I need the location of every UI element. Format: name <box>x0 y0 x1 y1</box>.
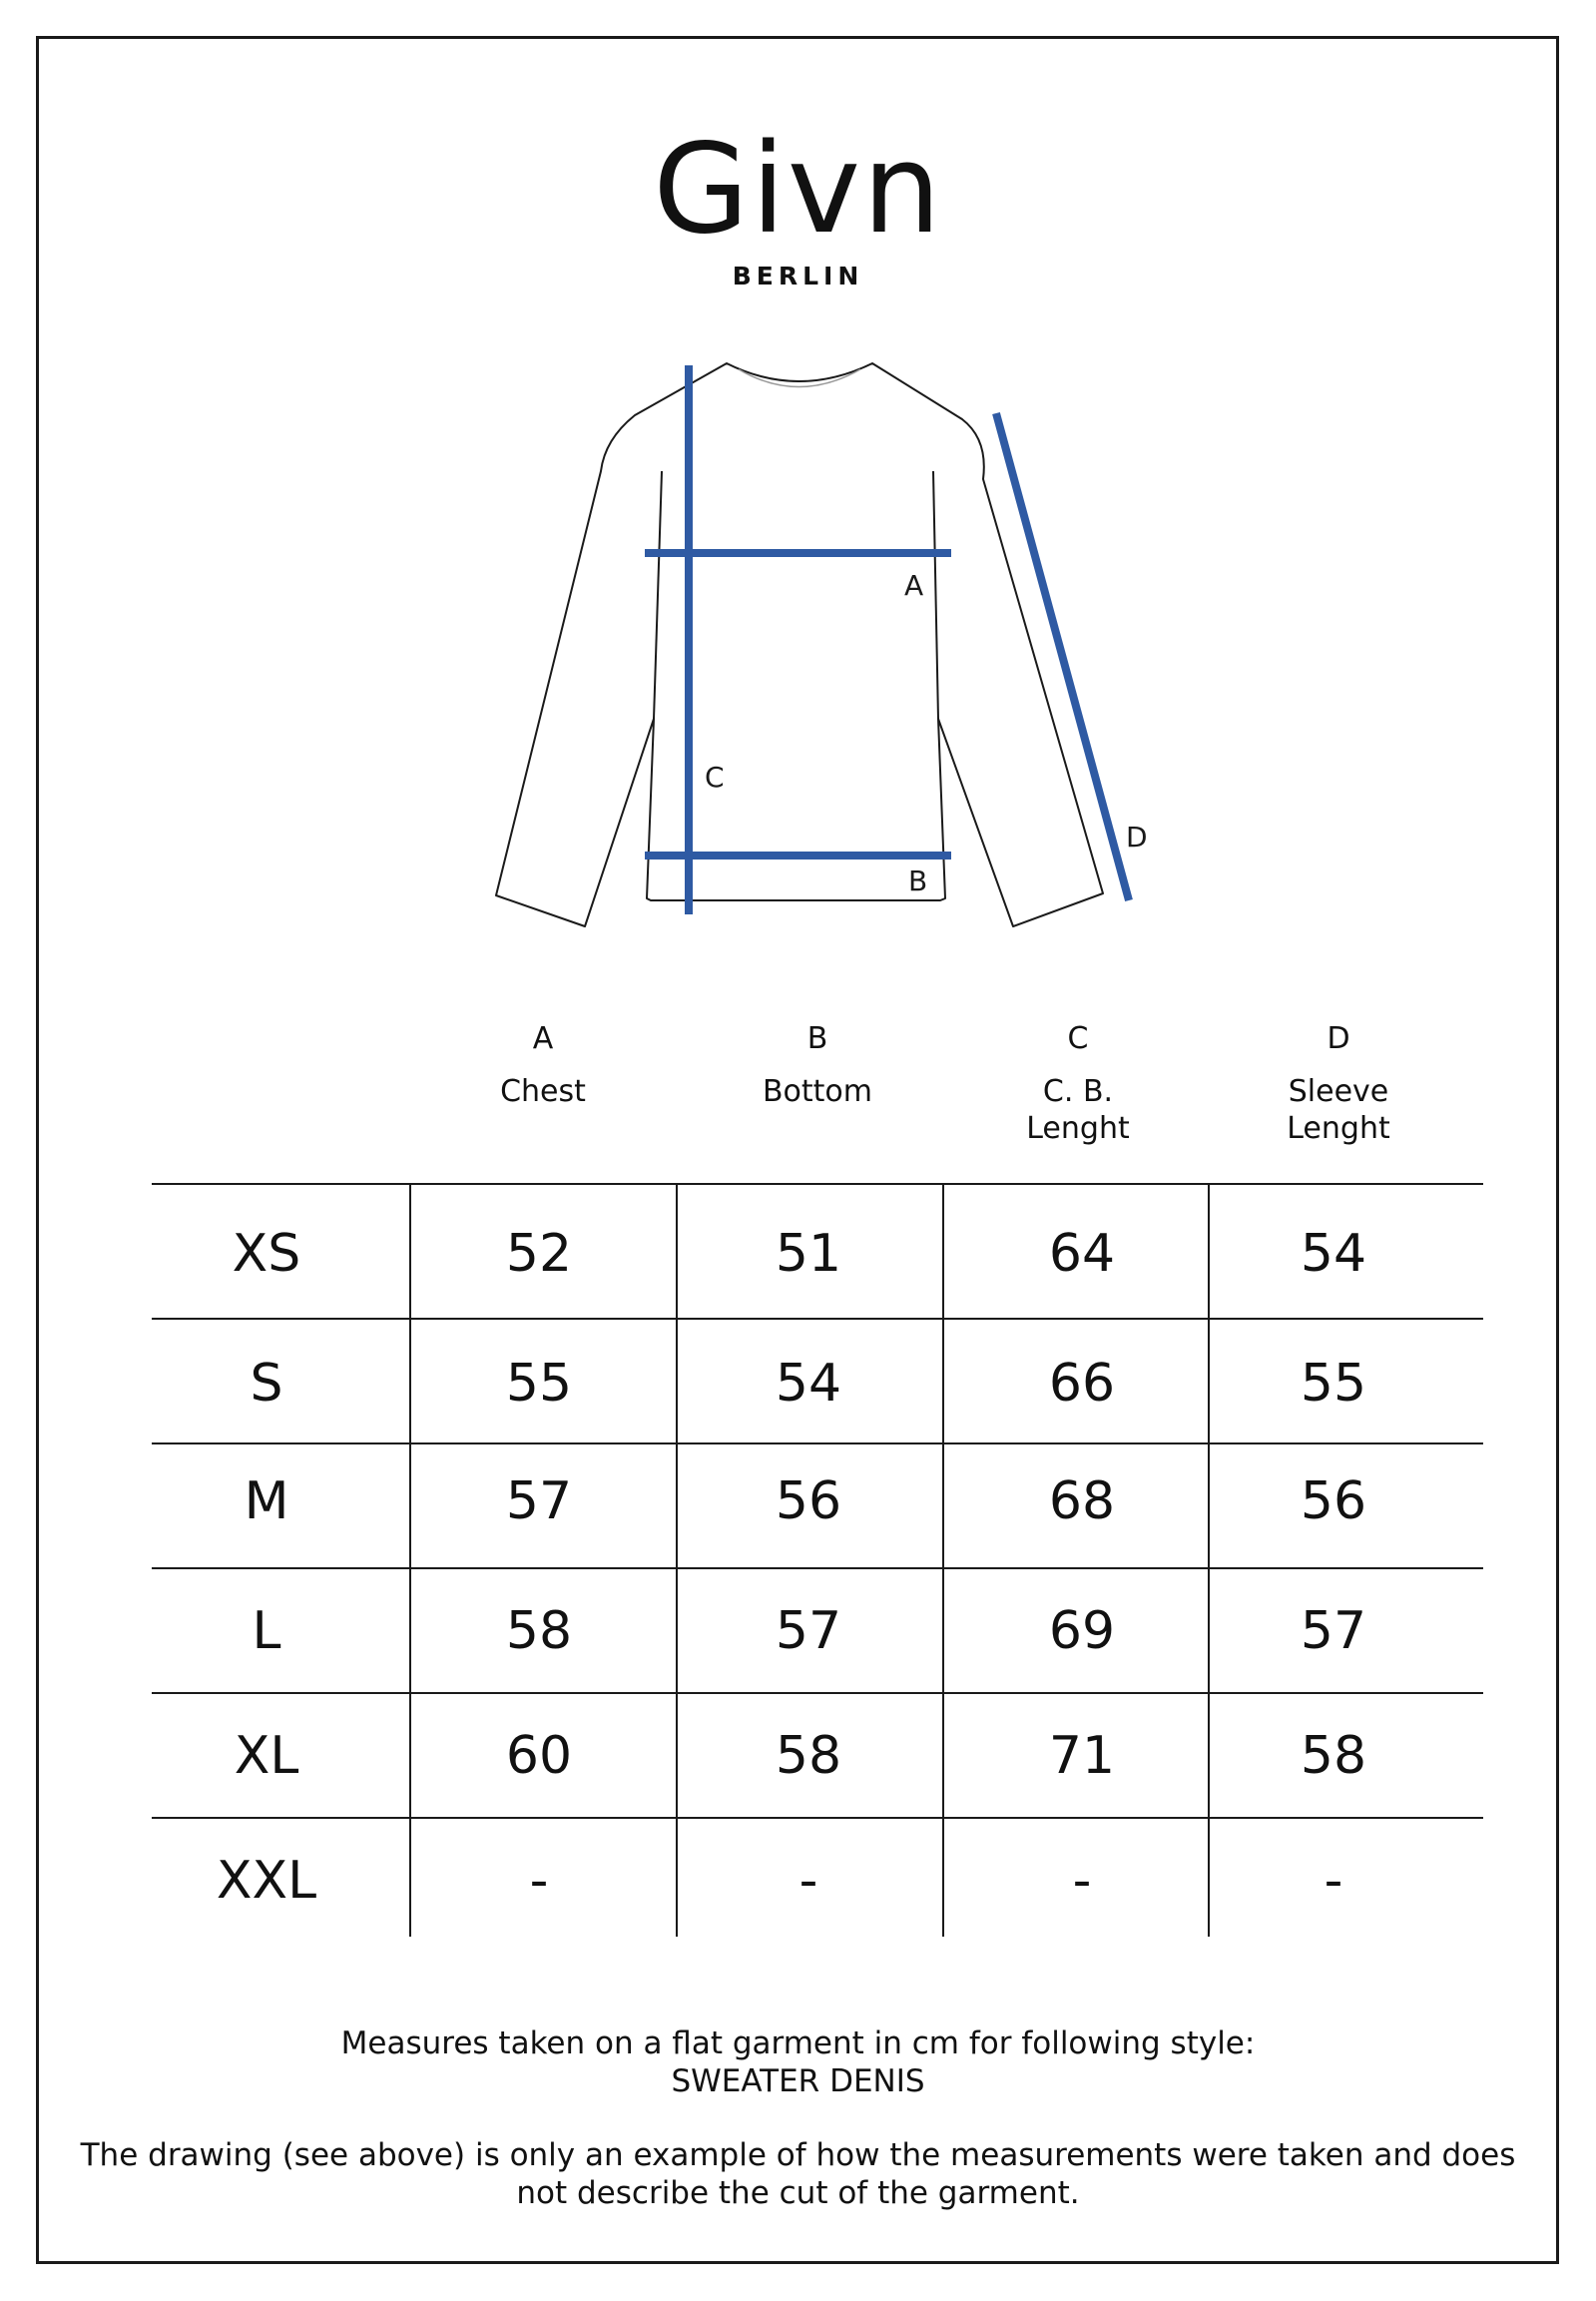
table-rule <box>152 1318 1483 1320</box>
table-cell: 56 <box>775 1471 842 1531</box>
label-a: A <box>904 569 924 602</box>
table-cell: 58 <box>775 1726 842 1786</box>
table-cell: 64 <box>1048 1224 1116 1284</box>
label-c: C <box>705 761 725 794</box>
table-cell: 57 <box>1300 1601 1367 1661</box>
column-letter: D <box>1327 1021 1350 1056</box>
size-label: L <box>252 1601 281 1661</box>
table-cell: 55 <box>1300 1354 1367 1414</box>
size-label: XXL <box>216 1851 317 1911</box>
footer-line: Measures taken on a flat garment in cm for following style: <box>340 2025 1256 2061</box>
table-cell: - <box>798 1851 818 1911</box>
table-cell: - <box>529 1851 549 1911</box>
footer-style-name: SWEATER DENIS <box>671 2063 925 2099</box>
label-b: B <box>908 864 928 897</box>
table-cell: 57 <box>775 1601 842 1661</box>
column-name-line: Chest <box>500 1074 586 1109</box>
table-rule <box>152 1183 1483 1185</box>
table-divider <box>676 1184 678 1937</box>
size-label: XS <box>232 1224 301 1284</box>
table-rule <box>152 1692 1483 1694</box>
table-cell: - <box>1072 1851 1092 1911</box>
table-cell: 52 <box>505 1224 573 1284</box>
table-cell: 60 <box>505 1726 573 1786</box>
table-cell: 71 <box>1048 1726 1116 1786</box>
size-label: S <box>250 1354 283 1414</box>
column-letter: C <box>1067 1021 1089 1056</box>
brand-logo: Givn <box>653 118 943 262</box>
table-cell: 57 <box>505 1471 573 1531</box>
column-letter: B <box>806 1021 828 1056</box>
measurement-lines <box>645 365 1129 914</box>
column-name-line: C. B. <box>1042 1074 1114 1109</box>
size-label: XL <box>234 1726 299 1786</box>
table-cell: 69 <box>1048 1601 1116 1661</box>
table-rule <box>152 1817 1483 1819</box>
brand-location: BERLIN <box>732 262 864 290</box>
column-letter: A <box>532 1021 554 1056</box>
table-rule <box>152 1442 1483 1444</box>
size-label: M <box>244 1471 289 1531</box>
column-name <box>413 1073 673 1110</box>
label-d: D <box>1126 821 1148 854</box>
footer-note: The drawing (see above) is only an example of how the measurements were taken and does <box>80 2137 1516 2173</box>
table-cell: 54 <box>1300 1224 1367 1284</box>
column-name <box>688 1073 947 1110</box>
garment-diagram <box>0 0 1596 998</box>
table-cell: 68 <box>1048 1471 1116 1531</box>
column-name <box>1209 1073 1468 1147</box>
table-cell: 66 <box>1048 1354 1116 1414</box>
sweater-outline <box>496 363 1103 926</box>
table-cell: 58 <box>505 1601 573 1661</box>
column-name-line: Sleeve <box>1288 1074 1389 1109</box>
footer-note: not describe the cut of the garment. <box>516 2175 1080 2211</box>
table-divider <box>409 1184 411 1937</box>
column-name <box>948 1073 1208 1147</box>
table-cell: 56 <box>1300 1471 1367 1531</box>
table-cell: 54 <box>775 1354 842 1414</box>
table-cell: 55 <box>505 1354 573 1414</box>
table-cell: 58 <box>1300 1726 1367 1786</box>
column-name-line: Lenght <box>1287 1111 1390 1146</box>
measure-line-d <box>996 413 1129 900</box>
table-divider <box>942 1184 944 1937</box>
table-divider <box>1208 1184 1210 1937</box>
column-name-line: Lenght <box>1026 1111 1130 1146</box>
table-cell: 51 <box>775 1224 842 1284</box>
table-cell: - <box>1324 1851 1343 1911</box>
column-name-line: Bottom <box>762 1074 873 1109</box>
table-rule <box>152 1567 1483 1569</box>
